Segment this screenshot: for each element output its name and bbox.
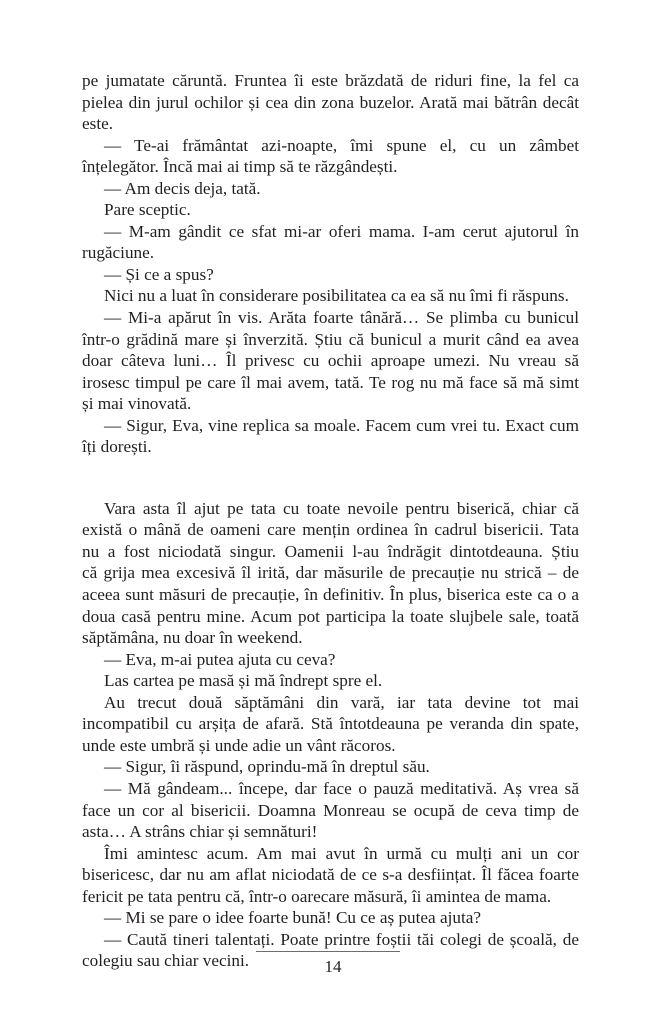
paragraph bbox=[82, 649, 579, 671]
text-line: — Și ce a spus? bbox=[104, 264, 214, 284]
text-line: — Caută tineri talentați. Poate printre foștii tăi colegi de școală, de bbox=[104, 929, 579, 949]
text-line: doua casă pentru mine. Acum pot participa la toate slujbele sale, toată bbox=[82, 606, 579, 626]
paragraph bbox=[82, 415, 579, 458]
text-line: este. bbox=[82, 114, 114, 134]
text-line: irosesc timpul pe care îl mai avem, tată. Te rog nu mă face să mă simt bbox=[82, 372, 579, 392]
text-line: incompatibil cu arșița de afară. Stă întotdeauna pe veranda din spate, bbox=[82, 714, 579, 734]
paragraph bbox=[82, 199, 579, 221]
text-line: — Am decis deja, tată. bbox=[104, 178, 261, 198]
text-line: — Mă gândeam... începe, dar face o pauză meditativă. Aș vrea să bbox=[104, 778, 579, 798]
paragraph bbox=[82, 670, 579, 692]
text-line: — Te-ai frământat azi-noapte, îmi spune el, cu un zâmbet bbox=[104, 135, 579, 155]
text-line: îți dorești. bbox=[82, 437, 152, 457]
text-line: — Sigur, Eva, vine replica sa moale. Facem cum vrei tu. Exact cum bbox=[104, 415, 579, 435]
text-section-2 bbox=[82, 498, 579, 972]
text-line: face un cor al bisericii. Doamna Monreau se ocupă de ceva timp de bbox=[82, 800, 579, 820]
text-line: și mai vinovată. bbox=[82, 394, 192, 414]
paragraph bbox=[82, 498, 579, 649]
paragraph bbox=[82, 135, 579, 178]
text-line: — M-am gândit ce sfat mi-ar oferi mama. I-am cerut ajutorul în bbox=[104, 221, 579, 241]
text-line: pe jumatate căruntă. Fruntea îi este brăzdată de riduri fine, la fel ca bbox=[82, 71, 579, 90]
paragraph bbox=[82, 307, 579, 415]
text-line: Nici nu a luat în considerare posibilitatea ca ea să nu îmi fi răspuns. bbox=[104, 286, 569, 306]
text-line: rugăciune. bbox=[82, 243, 155, 263]
text-line: că grija mea excesivă îl irită, dar măsurile de precauție nu strică – de bbox=[82, 563, 579, 583]
paragraph bbox=[82, 778, 579, 843]
text-line: într-o grădină mare și înverzită. Știu că bunicul a murit când ea avea bbox=[82, 329, 579, 349]
paragraph bbox=[82, 178, 579, 200]
paragraph bbox=[82, 285, 579, 307]
section-break bbox=[82, 458, 579, 498]
text-line: — Sigur, îi răspund, oprindu-mă în dreptul său. bbox=[104, 757, 430, 777]
text-section-1 bbox=[82, 70, 579, 458]
text-line: nu a fost niciodată singur. Oamenii l-au îndrăgit dintotdeauna. Știu bbox=[82, 541, 579, 561]
page-number: 14 bbox=[324, 957, 342, 976]
paragraph bbox=[82, 264, 579, 286]
text-line: pielea din jurul ochilor și cea din zona buzelor. Arată mai bătrân decât bbox=[82, 92, 579, 112]
text-line: fericit pe tata pentru că, într-o oarecare măsură, îi amintea de mama. bbox=[82, 886, 552, 906]
paragraph bbox=[82, 843, 579, 908]
text-line: asta… A strâns chiar și semnături! bbox=[82, 822, 318, 842]
paragraph bbox=[82, 692, 579, 757]
text-line: aceea sunt măsuri de precauție, în definitiv. În plus, biserica este ca o a bbox=[82, 585, 579, 605]
paragraph bbox=[82, 70, 579, 135]
text-line: Las cartea pe masă și mă îndrept spre el. bbox=[104, 671, 383, 691]
text-line: doar câteva luni… Îl privesc cu ochii aproape umezi. Nu vreau să bbox=[82, 351, 579, 371]
text-line: — Mi-a apărut în vis. Arăta foarte tânără… Se plimba cu bunicul bbox=[104, 308, 579, 328]
text-line: săptămâna, nu doar în weekend. bbox=[82, 628, 303, 648]
text-line: există o mână de oameni care mențin ordinea în cadrul bisericii. Tata bbox=[82, 520, 579, 540]
page-body bbox=[82, 70, 579, 972]
paragraph bbox=[82, 756, 579, 778]
text-line: Îmi amintesc acum. Am mai avut în urmă cu mulți ani un cor bbox=[104, 843, 579, 863]
paragraph bbox=[82, 907, 579, 929]
text-line: — Eva, m-ai putea ajuta cu ceva? bbox=[104, 649, 336, 669]
footer-rule bbox=[256, 951, 400, 952]
text-line: Vara asta îl ajut pe tata cu toate nevoile pentru biserică, chiar că bbox=[104, 498, 579, 518]
text-line: Au trecut două săptămâni din vară, iar tata devine tot mai bbox=[104, 692, 579, 712]
paragraph bbox=[82, 221, 579, 264]
text-line: colegiu sau chiar vecini. bbox=[82, 951, 250, 971]
text-line: unde este umbră și unde adie un vânt răcoros. bbox=[82, 735, 396, 755]
text-line: înțelegător. Încă mai ai timp să te răzgândești. bbox=[82, 157, 398, 177]
text-line: — Mi se pare o idee foarte bună! Cu ce aș putea ajuta? bbox=[104, 908, 482, 928]
text-line: bisericesc, dar nu am aflat niciodată de ce s-a desființat. Îl făcea foarte bbox=[82, 865, 579, 885]
text-line: Pare sceptic. bbox=[104, 200, 191, 220]
